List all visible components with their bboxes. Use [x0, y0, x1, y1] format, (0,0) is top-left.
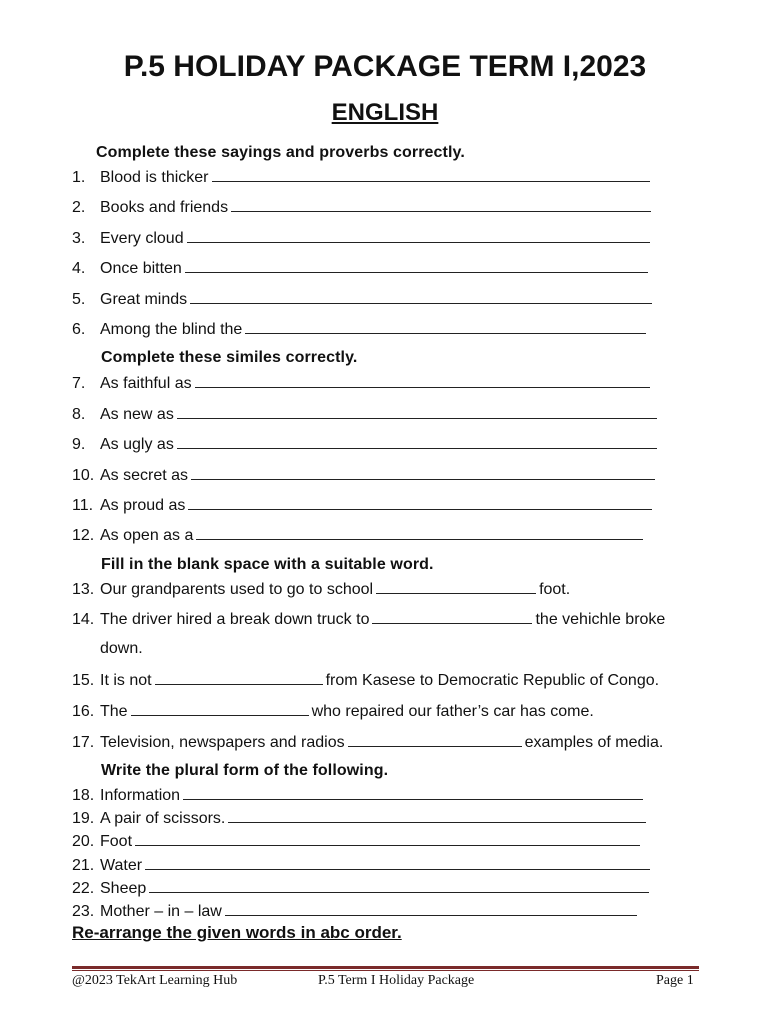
section-instruction-sayings: Complete these sayings and proverbs correctly.: [96, 144, 465, 161]
question-text: Sheep: [100, 880, 147, 897]
section-instruction-abc-order: Re-arrange the given words in abc order.: [72, 923, 402, 942]
answer-blank[interactable]: [177, 404, 657, 419]
question-text-after: foot.: [539, 581, 571, 598]
question-number: 18.: [72, 787, 95, 804]
question-line: [72, 808, 649, 828]
question-number: 17.: [72, 734, 95, 751]
question-line: [72, 228, 653, 248]
question-number: 12.: [72, 527, 95, 544]
answer-blank[interactable]: [231, 197, 651, 212]
question-line: [72, 670, 659, 690]
question-text: Among the blind the: [100, 321, 243, 338]
question-line: [72, 785, 646, 805]
question-text: As new as: [100, 406, 174, 423]
question-number: 15.: [72, 672, 95, 689]
answer-blank[interactable]: [155, 670, 323, 685]
question-line: [72, 831, 643, 851]
question-line: [72, 701, 594, 721]
question-line: [72, 319, 649, 339]
question-number: 9.: [72, 436, 86, 453]
question-text: The: [100, 703, 128, 720]
footer-divider: [72, 966, 699, 971]
question-line: [72, 609, 665, 629]
question-line: [72, 525, 646, 545]
question-line: [72, 197, 654, 217]
answer-blank[interactable]: [376, 579, 536, 594]
footer-center: P.5 Term I Holiday Package: [318, 973, 475, 988]
answer-blank[interactable]: [135, 831, 640, 846]
question-line: [72, 855, 653, 875]
question-text: Blood is thicker: [100, 169, 209, 186]
subject-heading: ENGLISH: [331, 99, 439, 126]
question-number: 7.: [72, 375, 86, 392]
question-text: As proud as: [100, 497, 186, 514]
answer-blank[interactable]: [191, 465, 655, 480]
question-text: As open as a: [100, 527, 194, 544]
answer-blank[interactable]: [228, 808, 646, 823]
question-line: [72, 465, 658, 485]
footer-page-number: Page 1: [656, 973, 694, 988]
question-text: As faithful as: [100, 375, 192, 392]
question-text: The driver hired a break down truck to: [100, 611, 370, 628]
question-text: Mother – in – law: [100, 903, 222, 920]
question-number: 3.: [72, 230, 86, 247]
question-line: [72, 732, 663, 752]
answer-blank[interactable]: [348, 732, 522, 747]
question-number: 20.: [72, 833, 95, 850]
answer-blank[interactable]: [196, 525, 643, 540]
question-text: Water: [100, 857, 143, 874]
question-text: Information: [100, 787, 181, 804]
question-line: [72, 901, 640, 921]
question-number: 21.: [72, 857, 95, 874]
answer-blank[interactable]: [245, 319, 646, 334]
question-line: [72, 878, 652, 898]
question-number: 11.: [72, 497, 94, 514]
question-text: Books and friends: [100, 199, 229, 216]
question-line: [72, 289, 655, 309]
question-line: [72, 495, 655, 515]
question-line: [72, 167, 653, 187]
question-line: [72, 434, 660, 454]
answer-blank[interactable]: [145, 855, 650, 870]
question-text: Every cloud: [100, 230, 184, 247]
question-text: Our grandparents used to go to school: [100, 581, 374, 598]
answer-blank[interactable]: [190, 289, 652, 304]
question-number: 19.: [72, 810, 95, 827]
question-number: 10.: [72, 467, 95, 484]
question-text: It is not: [100, 672, 152, 689]
question-number: 4.: [72, 260, 86, 277]
question-text-after: the vehichle broke: [535, 611, 666, 628]
question-number: 16.: [72, 703, 95, 720]
answer-blank[interactable]: [195, 373, 650, 388]
question-line: [72, 579, 570, 599]
answer-blank[interactable]: [149, 878, 649, 893]
question-continuation: down.: [100, 640, 143, 657]
question-number: 1.: [72, 169, 86, 186]
answer-blank[interactable]: [187, 228, 650, 243]
question-text-after: from Kasese to Democratic Republic of Congo.: [325, 672, 660, 689]
question-number: 2.: [72, 199, 86, 216]
question-line: [72, 404, 660, 424]
answer-blank[interactable]: [212, 167, 650, 182]
question-text: Foot: [100, 833, 133, 850]
question-number: 6.: [72, 321, 86, 338]
question-number: 22.: [72, 880, 95, 897]
section-instruction-fill-blank: Fill in the blank space with a suitable word.: [101, 556, 434, 573]
question-text: A pair of scissors.: [100, 810, 226, 827]
section-instruction-plural: Write the plural form of the following.: [101, 762, 389, 779]
section-instruction-similes: Complete these similes correctly.: [101, 349, 358, 366]
question-number: 14.: [72, 611, 95, 628]
question-text-after: who repaired our father’s car has come.: [311, 703, 594, 720]
question-number: 23.: [72, 903, 95, 920]
question-text: As secret as: [100, 467, 189, 484]
question-text: As ugly as: [100, 436, 174, 453]
answer-blank[interactable]: [188, 495, 652, 510]
question-text: Great minds: [100, 291, 188, 308]
answer-blank[interactable]: [177, 434, 657, 449]
answer-blank[interactable]: [185, 258, 648, 273]
answer-blank[interactable]: [131, 701, 309, 716]
answer-blank[interactable]: [372, 609, 532, 624]
question-number: 13.: [72, 581, 95, 598]
page-title: P.5 HOLIDAY PACKAGE TERM I,2023: [123, 50, 647, 83]
question-line: [72, 258, 651, 278]
answer-blank[interactable]: [183, 785, 643, 800]
footer-left: @2023 TekArt Learning Hub: [72, 973, 238, 988]
question-line: [72, 373, 653, 393]
answer-blank[interactable]: [225, 901, 637, 916]
question-text: Once bitten: [100, 260, 182, 277]
question-text: Television, newspapers and radios: [100, 734, 345, 751]
question-number: 5.: [72, 291, 86, 308]
question-number: 8.: [72, 406, 86, 423]
question-text-after: examples of media.: [524, 734, 664, 751]
